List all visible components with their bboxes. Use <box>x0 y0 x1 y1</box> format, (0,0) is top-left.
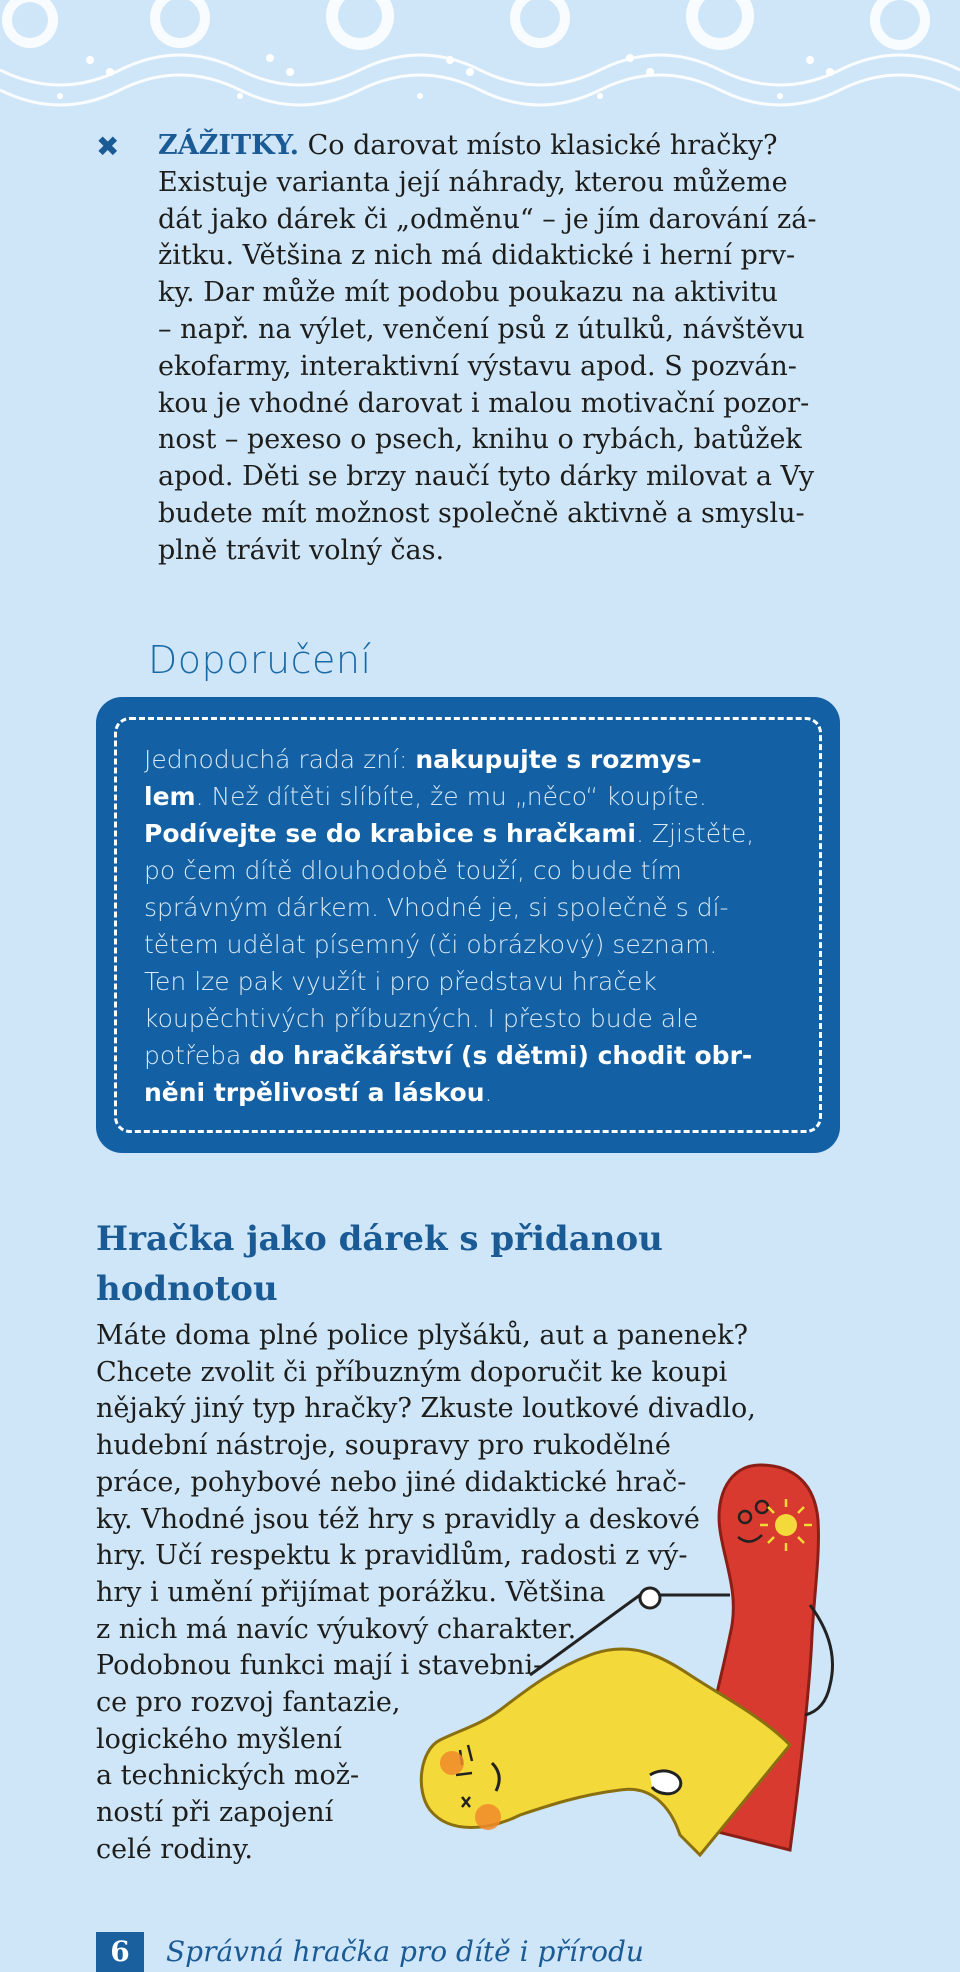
bullet-line-text: ky. Dar může mít podobu poukazu na aktivitu <box>158 277 778 309</box>
section-body-line: ky. Vhodné jsou též hry s pravidly a deskové <box>96 1503 700 1535</box>
section-title-line: hodnotou <box>96 1269 278 1309</box>
section-body-line: Podobnou funkci mají i stavebni- <box>96 1650 543 1682</box>
bullet-line <box>158 422 848 459</box>
section-body-line: Chcete zvolit či příbuzným doporučit ke koupi <box>96 1356 728 1388</box>
bullet-line <box>158 275 848 312</box>
bullet-keyword: ZÁŽITKY. <box>158 130 300 161</box>
bullet-line <box>158 165 848 202</box>
recommendation-text-part: koupěchtivých příbuzných. I přesto bude ale <box>144 1004 699 1033</box>
recommendation-emphasis: lem <box>144 782 196 811</box>
recommendation-line <box>144 1074 824 1111</box>
cross-bullet-icon: ✖ <box>96 130 120 163</box>
page-number: 6 <box>96 1932 144 1972</box>
bullet-line <box>158 533 848 570</box>
bullet-line <box>158 496 848 533</box>
section-body-line: hry. Učí respektu k pravidlům, radosti z vý- <box>96 1540 688 1572</box>
recommendation-line <box>144 926 824 963</box>
recommendation-emphasis: Podívejte se do krabice s hračkami <box>144 819 636 848</box>
section-body-line: hry i umění přijímat porážku. Většina <box>96 1576 606 1608</box>
bullet-line-text: dát jako dárek či „odměnu“ – je jím darování zá- <box>158 203 817 235</box>
recommendation-line <box>144 963 824 1000</box>
recommendation-text-part: potřeba <box>144 1041 250 1070</box>
recommendation-line <box>144 1037 824 1074</box>
bullet-line <box>158 312 848 349</box>
bullet-line <box>158 386 848 423</box>
recommendation-text-part: správným dárkem. Vhodné je, si společně s dí- <box>144 893 729 922</box>
bullet-line-text: – např. na výlet, venčení psů z útulků, návštěvu <box>158 313 805 345</box>
bullet-line <box>158 238 848 275</box>
recommendation-title: Doporučení <box>148 638 372 682</box>
section-body-line: Máte doma plné police plyšáků, aut a panenek? <box>96 1320 748 1351</box>
lace-border-decoration <box>0 0 960 120</box>
recommendation-text-part: . Zjistěte, <box>636 819 755 848</box>
bullet-line-text: budete mít možnost společně aktivně a smyslu- <box>158 497 805 529</box>
bullet-line-text: plně trávit volný čas. <box>158 534 445 566</box>
recommendation-text-part: po čem dítě dlouhodobě touží, co bude tím <box>144 856 682 885</box>
bullet-line-text: Existuje varianta její náhrady, kterou můžeme <box>158 166 788 198</box>
recommendation-line <box>144 741 824 778</box>
bullet-line-text: ekofarmy, interaktivní výstavu apod. S pozván- <box>158 350 797 382</box>
bullet-line-text: apod. Děti se brzy naučí tyto dárky milovat a Vy <box>158 461 815 493</box>
bullet-line <box>158 202 848 239</box>
section-body-line: hudební nástroje, soupravy pro rukodělné <box>96 1430 671 1462</box>
recommendation-text-part: . <box>484 1078 493 1107</box>
bullet-line <box>158 349 848 386</box>
section-title-line: Hračka jako dárek s přidanou <box>96 1219 663 1259</box>
footer-title: Správná hračka pro dítě i přírodu <box>166 1935 644 1968</box>
recommendation-emphasis: nakupujte s rozmys- <box>415 745 702 774</box>
bullet-line-text: Co darovat místo klasické hračky? <box>299 130 778 161</box>
section-body-line: ností při zapojení <box>96 1797 334 1829</box>
recommendation-emphasis: do hračkářství (s dětmi) chodit obr- <box>249 1041 753 1070</box>
recommendation-line <box>144 778 824 815</box>
game-pieces-illustration <box>400 1445 870 1875</box>
section-title <box>96 1214 663 1314</box>
recommendation-text-part: . Než dítěti slíbíte, že mu „něco“ koupíte. <box>195 782 707 811</box>
recommendation-line <box>144 889 824 926</box>
recommendation-text-part: Jednoduchá rada zní: <box>144 745 416 774</box>
section-body-line: nějaký jiný typ hračky? Zkuste loutkové divadlo, <box>96 1393 756 1425</box>
bullet-line-text: žitku. Většina z nich má didaktické i herní prv- <box>158 240 796 272</box>
recommendation-text-part: tětem udělat písemný (či obrázkový) seznam. <box>144 930 718 959</box>
recommendation-text-part: Ten lze pak využít i pro představu hraček <box>144 967 657 996</box>
bullet-line <box>158 128 848 165</box>
section-body-line: a technických mož- <box>96 1760 360 1792</box>
section-body-line: logického myšlení <box>96 1723 342 1755</box>
recommendation-line <box>144 815 824 852</box>
section-body-line: práce, pohybové nebo jiné didaktické hrač- <box>96 1466 687 1498</box>
bullet-line-text: kou je vhodné darovat i malou motivační pozor- <box>158 387 810 419</box>
section-body-line: z nich má navíc výukový charakter. <box>96 1613 577 1645</box>
recommendation-emphasis: něni trpělivostí a láskou <box>144 1078 485 1107</box>
bullet-text <box>158 128 848 570</box>
bullet-line-text: nost – pexeso o psech, knihu o rybách, batůžek <box>158 424 802 456</box>
section-body-line: celé rodiny. <box>96 1833 254 1865</box>
recommendation-box <box>96 697 840 1153</box>
recommendation-line <box>144 1000 824 1037</box>
section-body-line: ce pro rozvoj fantazie, <box>96 1687 401 1719</box>
bullet-line <box>158 459 848 496</box>
recommendation-line <box>144 852 824 889</box>
recommendation-text <box>144 741 824 1111</box>
